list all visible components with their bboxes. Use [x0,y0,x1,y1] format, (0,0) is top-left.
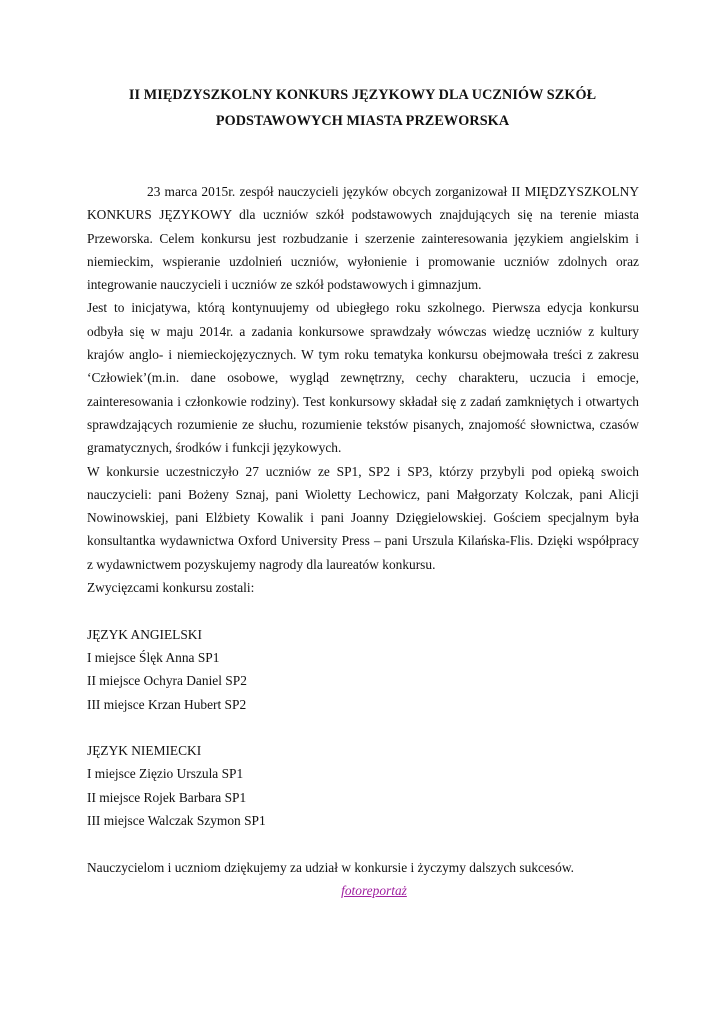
german-place-3: III miejsce Walczak Szymon SP1 [87,813,266,829]
document-title-line-2: PODSTAWOWYCH MIASTA PRZEWORSKA [215,113,510,129]
english-heading: JĘZYK ANGIELSKI [87,626,202,642]
german-place-1: I miejsce Zięzio Urszula SP1 [87,766,244,782]
english-place-1: I miejsce Ślęk Anna SP1 [87,649,220,665]
closing-sentence: Nauczycielom i uczniom dziękujemy za udział w konkursie i życzymy dalszych sukcesów. [87,859,574,875]
photo-report-row [87,879,639,902]
document-title-line-1: II MIĘDZYSZKOLNY KONKURS JĘZYKOWY DLA UCZNIÓW SZKÓŁ [128,87,597,103]
german-heading: JĘZYK NIEMIECKI [87,743,202,759]
participants-paragraph: W konkursie uczestniczyło 27 uczniów ze SP1, SP2 i SP3, którzy przybyli pod opieką swoich nauczycieli: pani Bożeny Sznaj, pani Wioletty Lechowicz, pani Małgorzaty Kolczak, pani Alicji Nowinowskiej, pani Elżbiety Kowalik i pani Joanny Dzięgielowskiej. Gościem specjalnym była konsultantka wydawnictwa Oxford University Press – pani Urszula Kilańska-Flis. Dzięki współpracy z wydawnictwem pozyskujemy nagrody dla laureatów konkursu. [87,463,639,572]
winners-intro: Zwycięzcami konkursu zostali: [87,580,255,596]
document-body [87,180,639,902]
english-place-2: II miejsce Ochyra Daniel SP2 [87,673,247,689]
german-place-2: II miejsce Rojek Barbara SP1 [87,789,247,805]
photo-report-link[interactable]: fotoreportaż [341,882,407,898]
english-place-3: III miejsce Krzan Hubert SP2 [87,696,247,712]
history-paragraph: Jest to inicjatywa, którą kontynuujemy od ubiegłego roku szkolnego. Pierwsza edycja konkursu odbyła się w maju 2014r. a zadania konkursowe sprawdzały wówczas wiedzę uczniów z kultury krajów anglo- i niemieckojęzycznych. W tym roku tematyka konkursu obejmowała treści z zakresu ‘Człowiek’(m.in. dane osobowe, wygląd zewnętrzny, cechy charakteru, uczucia i emocje, zainteresowania i członkowie rodziny). Test konkursowy składał się z zadań zamkniętych i otwartych sprawdzających rozumienie ze słuchu, rozumienie tekstów pisanych, znajomość słownictwa, czasów gramatycznych, środków i funkcji językowych. [87,300,639,456]
intro-paragraph: 23 marca 2015r. zespół nauczycieli języków obcych zorganizował II MIĘDZYSZKOLNY KONKURS JĘZYKOWY dla uczniów szkół podstawowych znajdujących się na terenie miasta Przeworska. Celem konkursu jest rozbudzanie i szerzenie zainteresowania językiem angielskim i niemieckim, wspieranie uzdolnień uczniów, wyłonienie i promowanie uczniów zdolnych oraz integrowanie nauczycieli i uczniów ze szkół podstawowych i gimnazjum. [87,184,639,293]
